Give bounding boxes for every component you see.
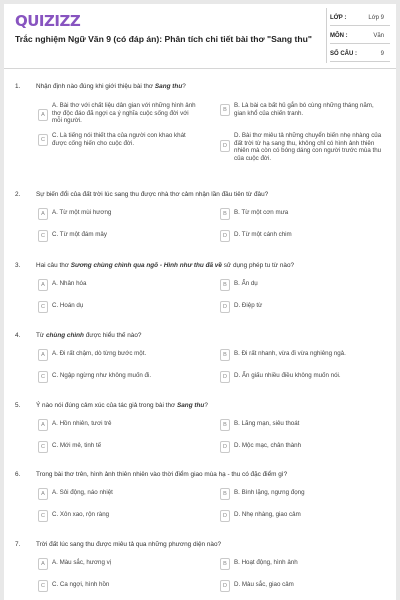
- option-key-box[interactable]: A: [38, 558, 48, 570]
- option-text: A. Hồn nhiên, tươi trẻ: [52, 420, 112, 427]
- option-text: A. Nhân hóa: [52, 280, 87, 287]
- option-key-box[interactable]: A: [38, 109, 48, 121]
- meta-panel: [330, 12, 390, 66]
- option-text: A. Đi rất chậm, dò từng bước một.: [52, 350, 147, 357]
- question-number: 7.: [15, 541, 21, 548]
- option-key-box[interactable]: B: [220, 419, 230, 431]
- option-key-box[interactable]: D: [220, 140, 230, 152]
- option-key-box[interactable]: A: [38, 419, 48, 431]
- option-key-box[interactable]: C: [38, 580, 48, 592]
- question-number: 6.: [15, 471, 21, 478]
- option-key-box[interactable]: C: [38, 230, 48, 242]
- option-key-box[interactable]: B: [220, 349, 230, 361]
- meta-row-class: [330, 12, 390, 26]
- option-key-box[interactable]: D: [220, 510, 230, 522]
- option-d[interactable]: [220, 371, 390, 401]
- option-text: C. Là tiếng nói thiết tha của người con khao khát được cống hiến cho cuộc đời.: [52, 132, 186, 147]
- option-key-box[interactable]: A: [38, 279, 48, 291]
- option-text: C. Từ một đám mây: [52, 231, 107, 238]
- meta-label: SỐ CÂU :: [330, 51, 357, 57]
- option-key-box[interactable]: C: [38, 510, 48, 522]
- option-text: B. Đi rất nhanh, vừa đi vừa nghiêng ngả.: [234, 350, 346, 357]
- question-text: Từ chùng chình được hiểu thế nào?: [36, 332, 142, 339]
- question-number: 1.: [15, 83, 21, 90]
- option-key-box[interactable]: A: [38, 349, 48, 361]
- option-text: B. Lãng mạn, siêu thoát: [234, 420, 300, 427]
- question-text: Trong bài thơ trên, hình ảnh thiên nhiên vào thời điểm giao mùa hạ - thu có đặc điểm gì?: [36, 471, 288, 478]
- option-text: D. Ẩn giấu nhiều điều không muốn nói.: [234, 372, 341, 379]
- question-emphasis: chùng chình: [45, 332, 84, 339]
- question-text: Trời đất lúc sang thu được miêu tả qua những phương diện nào?: [36, 541, 222, 548]
- option-text: D. Mộc mạc, chân thành: [234, 442, 302, 449]
- option-text: A. Bài thơ với chất liệu dân gian với những hình ảnh thơ độc đáo đã ngợi ca ý nghĩa cuộc sống đời với mỗi người.: [52, 102, 196, 125]
- option-text: B. Ẩn dụ: [234, 280, 258, 287]
- option-key-box[interactable]: A: [38, 208, 48, 220]
- option-c[interactable]: [38, 441, 208, 471]
- option-b[interactable]: [220, 101, 390, 131]
- option-text: C. Hoán dụ: [52, 302, 84, 309]
- meta-value: 9: [380, 51, 384, 57]
- option-key-box[interactable]: B: [220, 558, 230, 570]
- meta-value: Văn: [373, 33, 384, 39]
- option-key-box[interactable]: B: [220, 488, 230, 500]
- option-d[interactable]: [220, 131, 390, 161]
- option-text: D. Điệp từ: [234, 302, 263, 309]
- option-c[interactable]: [38, 301, 208, 331]
- question-number: 5.: [15, 402, 21, 409]
- option-a[interactable]: [38, 101, 208, 131]
- worksheet-page: [4, 4, 396, 600]
- option-c[interactable]: [38, 510, 208, 540]
- option-text: C. Ngập ngừng như không muốn đi.: [52, 372, 152, 379]
- option-text: A. Từ một mùi hương: [52, 209, 112, 216]
- question-text: Ý nào nói đúng cảm xúc của tác giả trong bài thơ Sang thu?: [36, 402, 208, 409]
- option-key-box[interactable]: D: [220, 230, 230, 242]
- option-key-box[interactable]: C: [38, 371, 48, 383]
- option-key-box[interactable]: D: [220, 441, 230, 453]
- header-divider: [326, 8, 327, 63]
- option-d[interactable]: [220, 441, 390, 471]
- option-text: C. Xôn xao, rộn ràng: [52, 511, 110, 518]
- option-text: D. Nhẹ nhàng, giao cảm: [234, 511, 301, 518]
- option-text: B. Hoạt động, hình ảnh: [234, 559, 298, 566]
- option-key-box[interactable]: C: [38, 441, 48, 453]
- option-d[interactable]: [220, 301, 390, 331]
- option-c[interactable]: [38, 230, 208, 260]
- option-d[interactable]: [220, 580, 390, 600]
- option-d[interactable]: [220, 510, 390, 540]
- meta-label: LỚP :: [330, 15, 347, 21]
- meta-row-count: [330, 48, 390, 62]
- option-key-box[interactable]: B: [220, 104, 230, 116]
- option-key-box[interactable]: D: [220, 580, 230, 592]
- option-key-box[interactable]: D: [220, 371, 230, 383]
- option-text: B. Là bài ca bất hủ gắn bó cùng những tháng năm, gian khổ của chiến tranh.: [234, 102, 374, 117]
- option-c[interactable]: [38, 131, 208, 161]
- question-number: 4.: [15, 332, 21, 339]
- question-number: 3.: [15, 262, 21, 269]
- question-emphasis: Sang thu: [176, 402, 205, 409]
- meta-label: MÔN :: [330, 33, 348, 39]
- option-text: C. Mới mẻ, tinh tế: [52, 442, 102, 449]
- option-key-box[interactable]: B: [220, 279, 230, 291]
- option-text: B. Bình lặng, ngưng đọng: [234, 489, 305, 496]
- option-text: A. Màu sắc, hương vị: [52, 559, 112, 566]
- option-key-box[interactable]: D: [220, 301, 230, 313]
- option-text: D. Màu sắc, giao cảm: [234, 581, 294, 588]
- worksheet-header: [4, 4, 396, 69]
- question-text: Nhận định nào đúng khi giới thiệu bài thơ Sang thu?: [36, 83, 186, 90]
- option-text: A. Sôi động, náo nhiệt: [52, 489, 113, 496]
- question-number: 2.: [15, 191, 21, 198]
- meta-row-subject: [330, 30, 390, 44]
- option-text: B. Từ một cơn mưa: [234, 209, 289, 216]
- option-c[interactable]: [38, 580, 208, 600]
- option-key-box[interactable]: C: [38, 134, 48, 146]
- option-key-box[interactable]: A: [38, 488, 48, 500]
- option-key-box[interactable]: C: [38, 301, 48, 313]
- option-text: D. Từ một cánh chim: [234, 231, 292, 238]
- option-text: C. Ca ngợi, hình hồn: [52, 581, 110, 588]
- option-text: D. Bài thơ miêu tả những chuyển biến nhẹ nhàng của đất trời từ hạ sang thu, không chỉ có hình ảnh thiên nhiên mà còn có bóng dáng con người trước mùa thu của cuộc đời.: [234, 132, 382, 162]
- question-emphasis: Sang thu: [154, 83, 183, 90]
- option-c[interactable]: [38, 371, 208, 401]
- meta-value: Lớp 9: [368, 15, 384, 21]
- question-text: Sự biến đổi của đất trời lúc sang thu được nhà thơ cảm nhận lần đầu tiên từ đâu?: [36, 191, 269, 198]
- option-key-box[interactable]: B: [220, 208, 230, 220]
- option-d[interactable]: [220, 230, 390, 260]
- question-emphasis: Sương chùng chình qua ngõ - Hình như thu đã về: [70, 262, 222, 269]
- page-title: Trắc nghiệm Ngữ Văn 9 (có đáp án): Phân tích chi tiết bài thơ "Sang thu": [15, 34, 312, 44]
- question-text: Hai câu thơ Sương chùng chình qua ngõ - Hình như thu đã về sử dụng phép tu từ nào?: [36, 262, 295, 269]
- quizizz-logo: QUIZIZZ: [15, 12, 81, 30]
